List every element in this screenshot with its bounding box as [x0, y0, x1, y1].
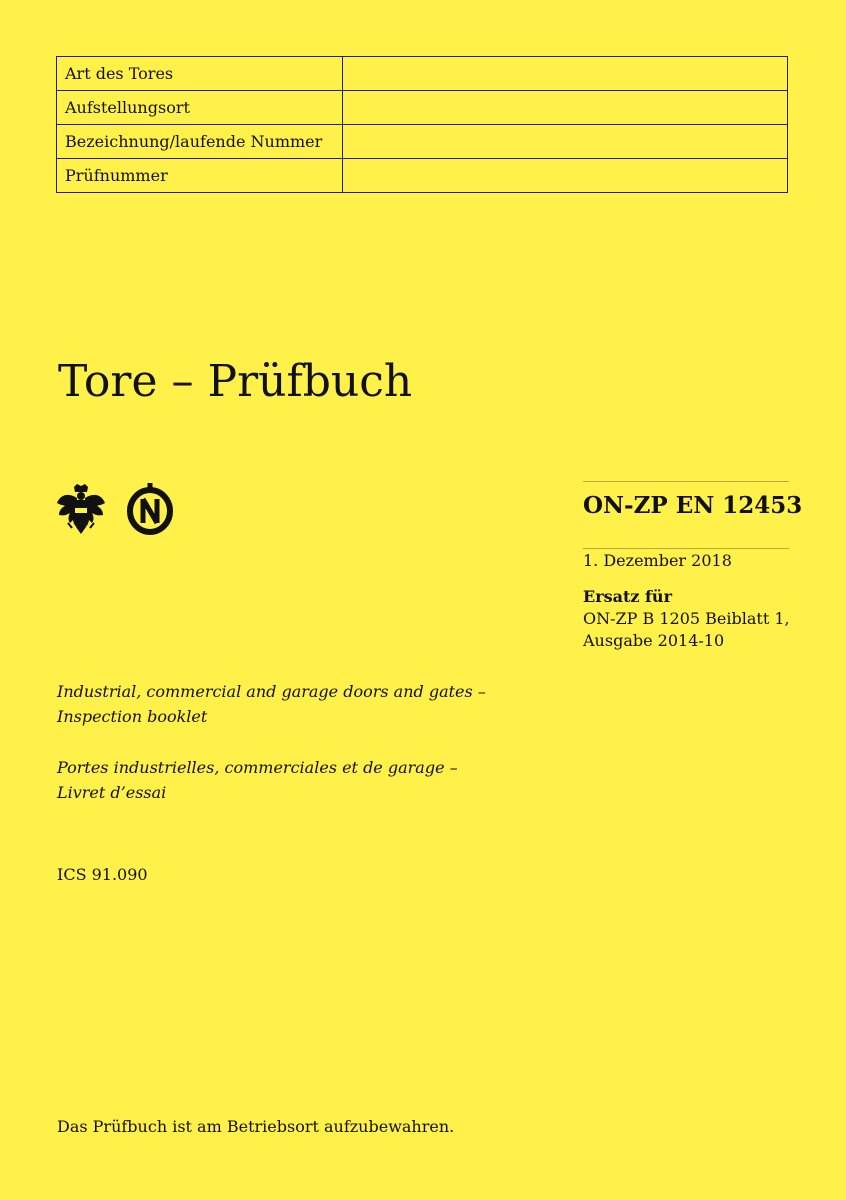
- austrian-standards-logo-icon: [126, 483, 174, 535]
- logo-group: [56, 483, 174, 535]
- storage-note: Das Prüfbuch ist am Betriebsort aufzubewahren.: [57, 1117, 455, 1136]
- austrian-eagle-coat-of-arms-icon: [56, 483, 106, 535]
- publication-date: 1. Dezember 2018: [583, 551, 732, 570]
- form-label: Art des Tores: [57, 57, 343, 91]
- english-title-line: Inspection booklet: [57, 707, 208, 726]
- alternate-titles: [57, 679, 486, 831]
- form-label: Bezeichnung/laufende Nummer: [57, 125, 343, 159]
- replacement-heading: Ersatz für: [583, 587, 672, 606]
- standard-number: ON-ZP EN 12453: [583, 492, 803, 519]
- form-value-field[interactable]: [343, 159, 788, 193]
- divider-bottom: [583, 548, 789, 549]
- english-title: [57, 679, 486, 729]
- form-row-art-des-tores: [57, 57, 788, 91]
- form-value-field[interactable]: [343, 91, 788, 125]
- english-title-line: Industrial, commercial and garage doors and gates –: [57, 682, 486, 701]
- replacement-line: Ausgabe 2014-10: [583, 631, 725, 650]
- divider-top: [583, 481, 789, 482]
- form-label: Aufstellungsort: [57, 91, 343, 125]
- ics-code: ICS 91.090: [57, 865, 148, 884]
- form-row-aufstellungsort: [57, 91, 788, 125]
- identification-form: [56, 56, 788, 193]
- french-title-line: Portes industrielles, commerciales et de garage –: [57, 758, 458, 777]
- form-row-bezeichnung: [57, 125, 788, 159]
- form-row-pruefnummer: [57, 159, 788, 193]
- french-title: [57, 755, 486, 805]
- form-label: Prüfnummer: [57, 159, 343, 193]
- document-title: Tore – Prüfbuch: [58, 356, 413, 407]
- form-value-field[interactable]: [343, 125, 788, 159]
- french-title-line: Livret d’essai: [57, 783, 167, 802]
- replacement-info: [583, 586, 790, 652]
- replacement-line: ON-ZP B 1205 Beiblatt 1,: [583, 609, 790, 628]
- form-value-field[interactable]: [343, 57, 788, 91]
